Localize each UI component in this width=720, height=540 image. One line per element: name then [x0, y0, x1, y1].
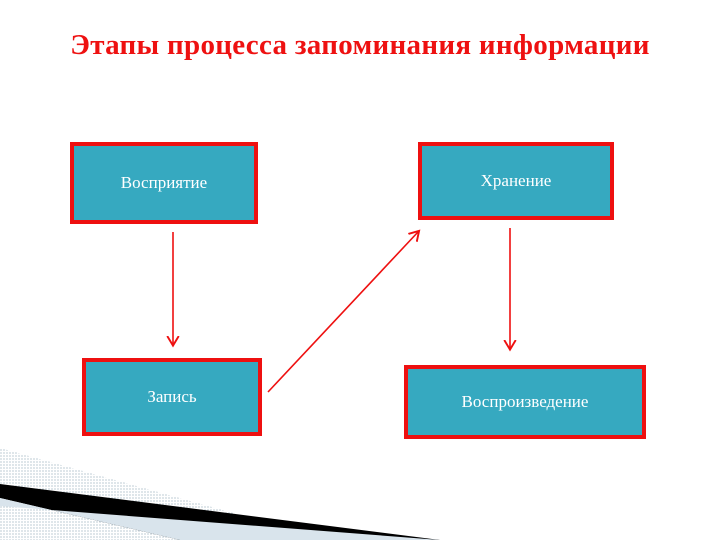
diagram-node-label: Восприятие: [120, 173, 208, 192]
diagram-node-record: [82, 358, 262, 436]
arrow-record-to-storage: [268, 232, 418, 392]
diagram-node-label: Воспроизведение: [461, 392, 589, 411]
diagram-node-label: Хранение: [480, 171, 552, 190]
diagram-node-label: Запись: [147, 387, 197, 406]
diagram-node-storage: [418, 142, 614, 220]
diagram-node-playback: [404, 365, 646, 439]
diagram-node-perception: [70, 142, 258, 224]
page-title: Этапы процесса запоминания информации: [70, 29, 650, 61]
corner-decoration: [0, 440, 440, 540]
